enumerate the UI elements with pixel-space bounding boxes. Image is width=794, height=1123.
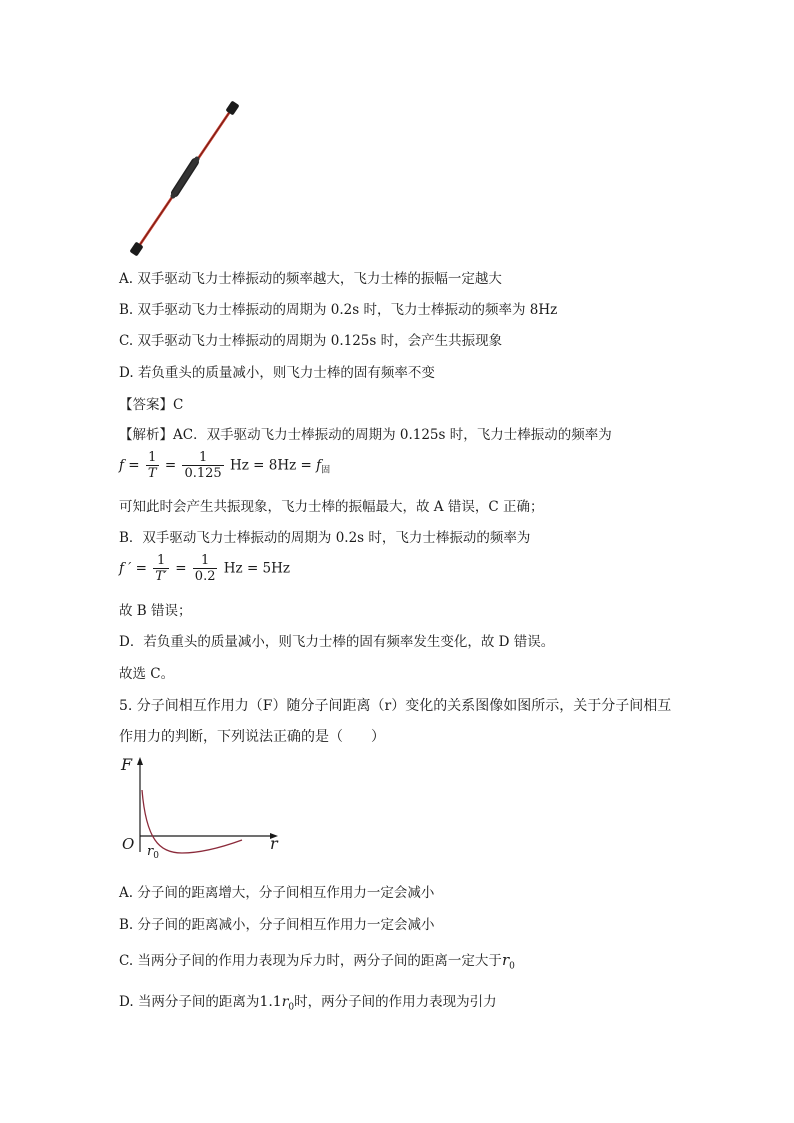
formula-frequency-1: f = $\frac{1}{T}$ = $\frac{1}{0.125}$ $Hz = 8Hz = f_固$ xyxy=(119,450,331,481)
question-5-stem-line-2: 作用力的判断，下列说法正确的是（ ） xyxy=(119,729,385,745)
analysis-line-2: 可知此时会产生共振现象，飞力士棒的振幅最大，故 A 错误，C 正确； xyxy=(119,499,544,515)
option-c-q4: C. 双手驱动飞力士棒振动的周期为 0.125s 时，会产生共振现象 xyxy=(119,333,503,349)
force-distance-graph xyxy=(115,752,295,862)
option-b-q4: B. 双手驱动飞力士棒振动的周期为 0.2s 时，飞力士棒振动的频率为 8Hz xyxy=(119,302,558,318)
formula-frequency-2: f ′ = $\frac{1}{T'}$ = $\frac{1}{0.2}$ Hz = 5Hz xyxy=(119,553,291,584)
option-d-q4: D. 若负重头的质量减小，则飞力士棒的固有频率不变 xyxy=(119,365,435,381)
analysis-line-4: 故 B 错误； xyxy=(119,603,192,619)
answer-line: 【答案】C xyxy=(119,397,184,413)
option-b-q5: B. 分子间的距离减小，分子间相互作用力一定会减小 xyxy=(119,917,435,933)
question-5-stem-line-1: 5. 分子间相互作用力（F）随分子间距离（r）变化的关系图像如图所示，关于分子间相互 xyxy=(119,698,672,714)
option-a-q4: A. 双手驱动飞力士棒振动的频率越大，飞力士棒的振幅一定越大 xyxy=(119,271,502,287)
option-c-q5: C. 当两分子间的作用力表现为斥力时，两分子间的距离一定大于$r_0$ xyxy=(119,951,515,972)
r0-label: $r_0$ xyxy=(147,844,159,861)
origin-label: O xyxy=(122,835,135,853)
analysis-line-6: 故选 C。 xyxy=(119,666,175,682)
analysis-line-5: D．若负重头的质量减小，则飞力士棒的固有频率发生变化，故 D 错误。 xyxy=(119,634,555,650)
option-a-q5: A. 分子间的距离增大，分子间相互作用力一定会减小 xyxy=(119,885,435,901)
x-axis-label: r xyxy=(270,834,278,853)
analysis-line-1: 【解析】AC．双手驱动飞力士棒振动的周期为 0.125s 时，飞力士棒振动的频率为 xyxy=(119,427,612,443)
option-d-q5: D. 当两分子间的距离为$1.1r_0$时，两分子间的作用力表现为引力 xyxy=(119,994,497,1013)
analysis-line-3: B．双手驱动飞力士棒振动的周期为 0.2s 时，飞力士棒振动的频率为 xyxy=(119,530,531,546)
y-axis-label: F xyxy=(121,755,133,774)
flexi-bar-illustration xyxy=(125,98,245,258)
